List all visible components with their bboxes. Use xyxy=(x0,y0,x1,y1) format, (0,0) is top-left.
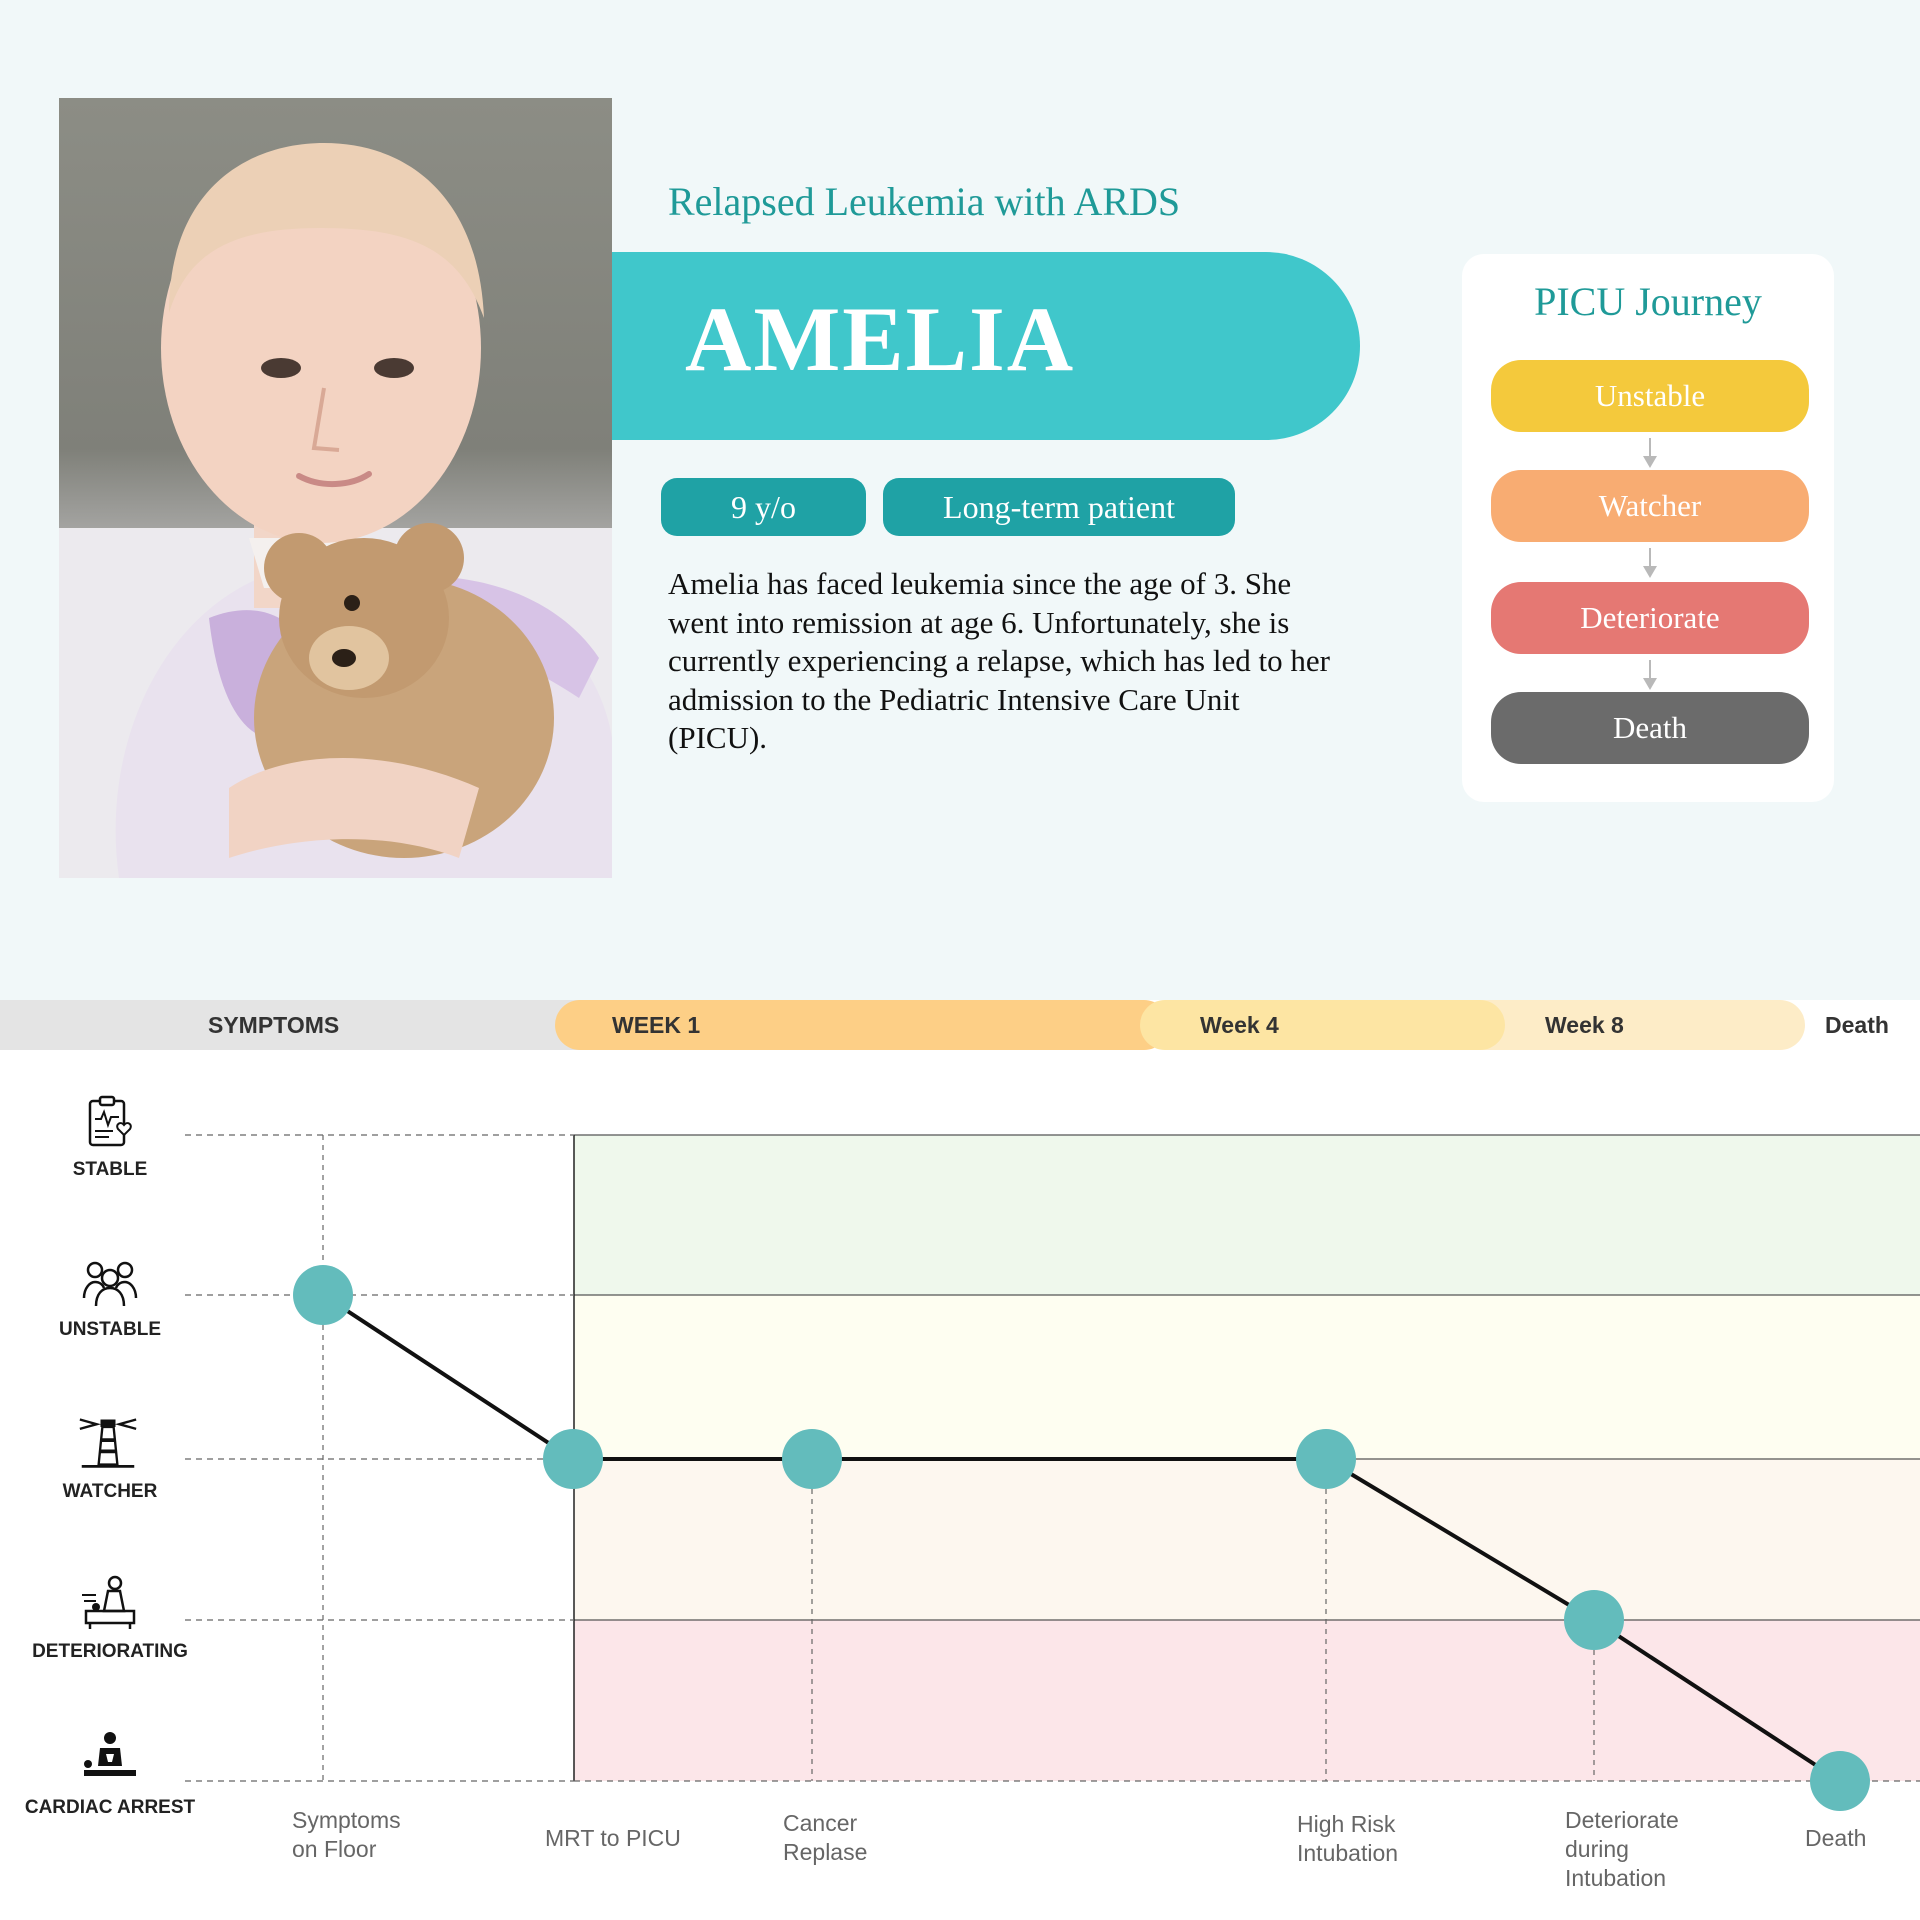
event-point xyxy=(1564,1590,1624,1650)
picu-journey-card xyxy=(1462,254,1834,802)
journey-stage-deteriorate: Deteriorate xyxy=(1491,582,1809,654)
x-label-death: Death xyxy=(1805,1825,1867,1851)
timeline-phase-bar xyxy=(0,1000,1920,1050)
y-level-deteriorating: DETERIORATING xyxy=(32,1641,188,1662)
lighthouse-icon xyxy=(78,1414,138,1470)
event-point xyxy=(543,1429,603,1489)
arrow-down-icon xyxy=(1643,548,1657,578)
phase-symptoms: SYMPTOMS xyxy=(0,1000,580,1050)
patient-photo-illustration xyxy=(59,98,612,878)
journey-stage-death: Death xyxy=(1491,692,1809,764)
y-level-watcher: WATCHER xyxy=(62,1481,158,1502)
journey-stage-watcher: Watcher xyxy=(1491,470,1809,542)
event-point xyxy=(1810,1751,1870,1811)
patient-description: Amelia has faced leukemia since the age of 3. She went into remission at age 6. Unfortunately, she is currently experiencing a relapse, which has led to her admission to the Pediatric Intensive Care Unit (PICU). xyxy=(668,566,1330,755)
y-level-stable: STABLE xyxy=(72,1159,148,1180)
level-band xyxy=(574,1459,1920,1620)
phase-week-1: WEEK 1 xyxy=(555,1000,1169,1050)
journey-stage-unstable: Unstable xyxy=(1491,360,1809,432)
cpr-icon xyxy=(80,1730,140,1786)
arrow-down-icon xyxy=(1643,438,1657,468)
event-point xyxy=(782,1429,842,1489)
x-label-cancer-replase: Cancer Replase xyxy=(783,1810,868,1865)
status-badge: Long-term patient xyxy=(883,478,1235,536)
event-point xyxy=(1296,1429,1356,1489)
patient-photo xyxy=(59,98,612,878)
level-band xyxy=(574,1295,1920,1459)
patient-bed-icon xyxy=(80,1575,140,1631)
arrow-down-icon xyxy=(1643,660,1657,690)
phase-week-4: Week 4 xyxy=(1140,1000,1505,1050)
patient-trajectory-chart xyxy=(0,1050,1920,1920)
age-badge: 9 y/o xyxy=(661,478,866,536)
people-group-icon xyxy=(80,1252,140,1308)
clipboard-icon xyxy=(80,1095,140,1151)
diagnosis-subtitle: Relapsed Leukemia with ARDS xyxy=(668,179,1181,224)
patient-name: AMELIA xyxy=(685,288,1076,390)
x-label-high-risk-intubation: High Risk Intubation xyxy=(1297,1811,1399,1866)
journey-title: PICU Journey xyxy=(1534,279,1762,324)
x-label-deteriorate-during-intubation: Deteriorate during Intubation xyxy=(1565,1807,1679,1891)
phase-death: Death xyxy=(1780,1000,1920,1050)
trajectory-plot xyxy=(0,1050,1920,1920)
level-band xyxy=(574,1135,1920,1295)
event-point xyxy=(293,1265,353,1325)
x-label-mrt-to-picu: MRT to PICU xyxy=(545,1825,681,1851)
y-level-unstable: UNSTABLE xyxy=(58,1319,162,1340)
phase-week-8: Week 8 xyxy=(1455,1000,1805,1050)
y-level-cardiac-arrest: CARDIAC ARREST xyxy=(24,1797,196,1818)
x-label-symptoms-on-floor: Symptoms on Floor xyxy=(292,1807,401,1862)
